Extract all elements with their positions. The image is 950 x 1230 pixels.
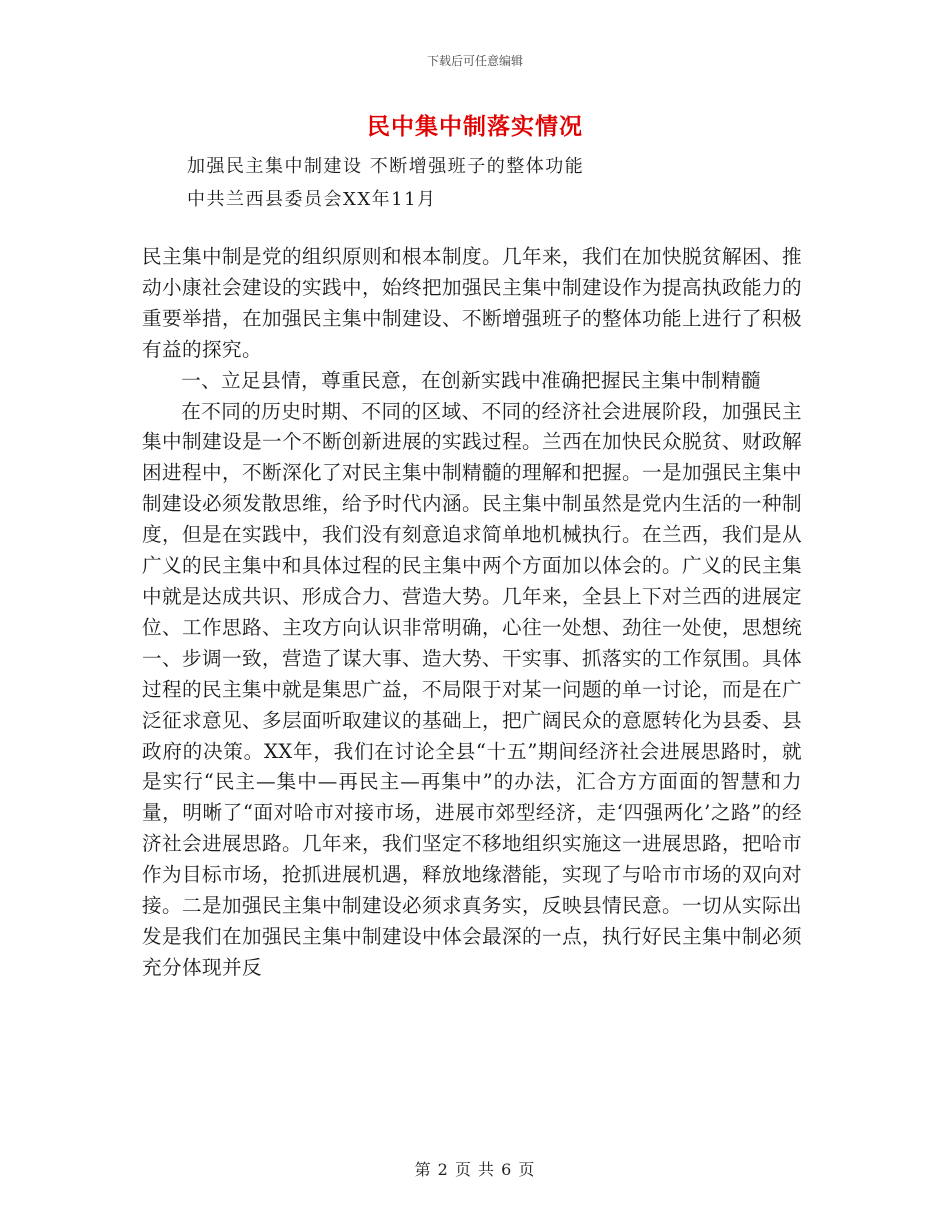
body-paragraph-1: 在不同的历史时期、不同的区域、不同的经济社会进展阶段，加强民主集中制建设是一个不断创新进展的实践过程。兰西在加快民众脱贫、财政解困进程中，不断深化了对民主集中制精髓的理解和把握。一是加强民主集中制建设必须发散思维，给予时代内涵。民主集中制虽然是党内生活的一种制度，但是在实践中，我们没有刻意追求简单地机械执行。在兰西，我们是从广义的民主集中和具体过程的民主集中两个方面加以体会的。广义的民主集中就是达成共识、形成合力、营造大势。几年来，全县上下对兰西的进展定位、工作思路、主攻方向认识非常明确，心往一处想、劲往一处使，思想统一、步调一致，营造了谋大事、造大势、干实事、抓落实的工作氛围。具体过程的民主集中就是集思广益，不局限于对某一问题的单一讨论，而是在广泛征求意见、多层面听取建议的基础上，把广阔民众的意愿转化为县委、县政府的决策。XX年，我们在讨论全县“十五”期间经济社会进展思路时，就是实行“民主—集中—再民主—再集中”的办法，汇合方方面面的智慧和力量，明晰了“面对哈市对接市场，进展市郊型经济，走‘四强两化’之路”的经济社会进展思路。几年来，我们坚定不移地组织实施这一进展思路，把哈市作为目标市场，抢抓进展机遇，释放地缘潜能，实现了与哈市市场的双向对接。二是加强民主集中制建设必须求真务实，反映县情民意。一切从实际出发是我们在加强民主集中制建设中体会最深的一点，执行好民主集中制必须充分体现并反	[142, 399, 802, 979]
document-title: 民中集中制落实情况	[367, 113, 583, 140]
page-number: 第 2 页 共 6 页	[414, 1160, 536, 1179]
body-paragraph-intro: 民主集中制是党的组织原则和根本制度。几年来，我们在加快脱贫解困、推动小康社会建设的实践中，始终把加强民主集中制建设作为提高执政能力的重要举措，在加强民主集中制建设、不断增强班子的整体功能上进行了积极有益的探究。	[142, 245, 802, 361]
document-body	[142, 242, 802, 984]
section-heading-1: 一、立足县情，尊重民意，在创新实践中准确把握民主集中制精髓	[181, 368, 762, 392]
document-author-line: 中共兰西县委员会XX年11月	[187, 189, 437, 210]
page-header-note: 下载后可任意编辑	[426, 54, 523, 68]
document-subtitle: 加强民主集中制建设 不断增强班子的整体功能	[187, 156, 585, 177]
